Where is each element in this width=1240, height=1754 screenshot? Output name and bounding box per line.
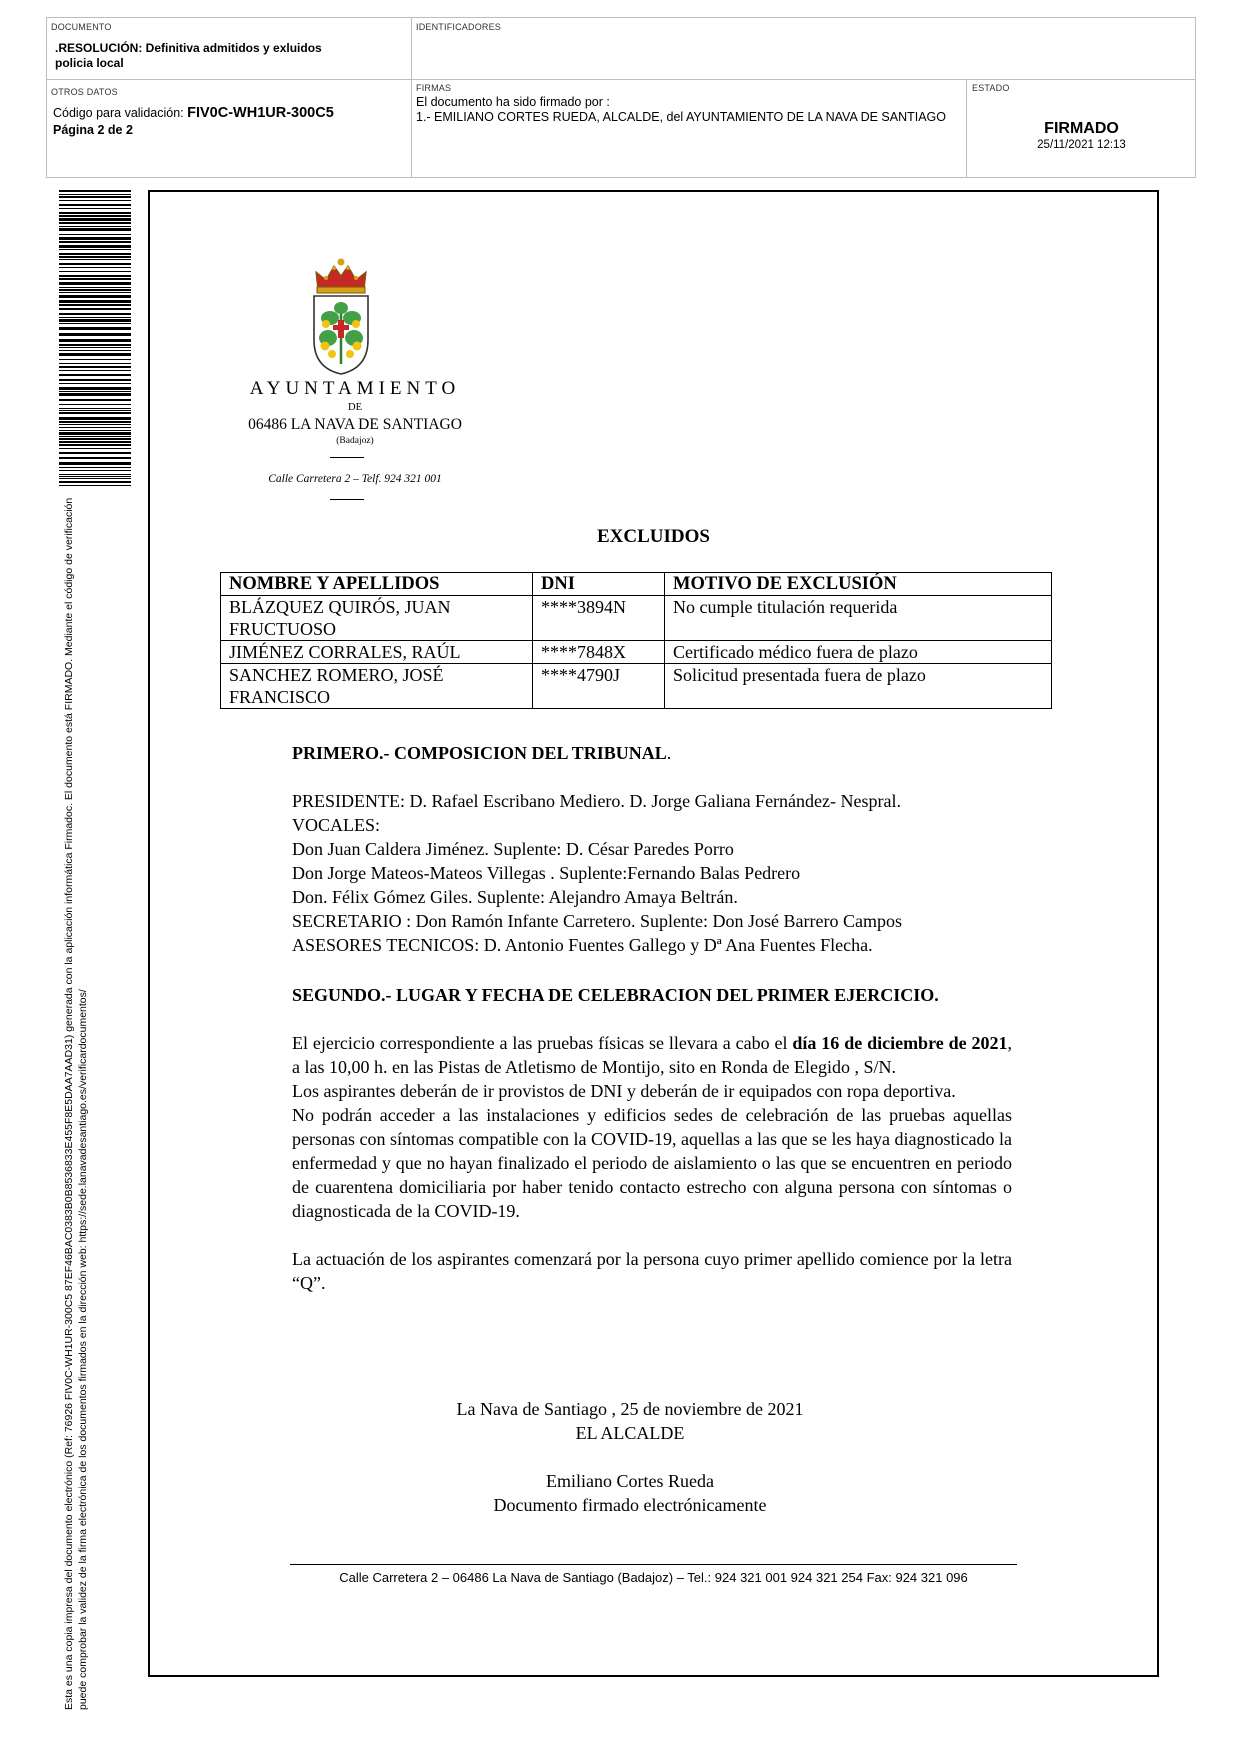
side-text-line2: puede comprobar la validez de la firma electrónica de los documentos firmados en la dirección web: https://sede.lanavadesantiago.es/verificardocumentos/: [77, 989, 89, 1710]
motivo-cell: No cumple titulación requerida: [665, 596, 1052, 641]
dni-cell: ****4790J: [533, 664, 665, 709]
name-line: FRANCISCO: [229, 687, 331, 707]
coat-of-arms-icon: [308, 254, 374, 376]
p1-text: El ejercicio correspondiente a las pruebas físicas se llevara a cabo el: [292, 1033, 793, 1053]
letterhead-rule-2: [330, 499, 364, 500]
name-line: FRUCTUOSO: [229, 619, 337, 639]
segundo-paragraph-1: [292, 1031, 1012, 1079]
verification-side-text: [62, 485, 90, 1710]
footer-rule: [290, 1564, 1017, 1565]
segundo-paragraph-4: La actuación de los aspirantes comenzará por la persona cuyo primer apellido comience por la letra “Q”.: [292, 1249, 1012, 1293]
name-cell: [221, 664, 533, 709]
tribunal-line: ASESORES TECNICOS: D. Antonio Fuentes Gallego y Dª Ana Fuentes Flecha.: [292, 935, 873, 955]
otros-caption: OTROS DATOS: [51, 87, 118, 97]
signature-place-date: La Nava de Santiago , 25 de noviembre de 2021: [456, 1399, 804, 1419]
name-line: SANCHEZ ROMERO, JOSÉ: [229, 665, 444, 685]
p1-text-end: , a las 10,00 h. en las Pistas de Atletismo de Montijo, sito en Ronda de Elegido , S/N.: [292, 1033, 1012, 1077]
letterhead-province: (Badajoz): [336, 436, 374, 446]
tribunal-line: Don. Félix Gómez Giles. Suplente: Alejandro Amaya Beltrán.: [292, 887, 738, 907]
document-header: [46, 17, 1196, 178]
column-header: MOTIVO DE EXCLUSIÓN: [665, 573, 1052, 596]
documento-line1: .RESOLUCIÓN: Definitiva admitidos y exluidos: [55, 41, 322, 55]
table-row: [221, 641, 1052, 664]
estado-caption: ESTADO: [972, 83, 1010, 93]
table-row: [221, 596, 1052, 641]
tribunal-line: VOCALES:: [292, 815, 381, 835]
table-header-row: [221, 573, 1052, 596]
name-cell: [221, 596, 533, 641]
codigo-value: FIV0C-WH1UR-300C5: [187, 105, 334, 121]
letterhead-de: DE: [348, 402, 362, 413]
signature-note: Documento firmado electrónicamente: [493, 1495, 767, 1515]
identificadores-caption: IDENTIFICADORES: [416, 22, 502, 32]
barcode: [59, 190, 131, 486]
motivo-cell: Certificado médico fuera de plazo: [665, 641, 1052, 664]
estado-cell: [967, 80, 1196, 178]
tribunal-line: SECRETARIO : Don Ramón Infante Carretero. Suplente: Don José Barrero Campos: [292, 911, 902, 931]
dni-cell: ****7848X: [533, 641, 665, 664]
name-line: JIMÉNEZ CORRALES, RAÚL: [229, 642, 461, 662]
footer-address: Calle Carretera 2 – 06486 La Nava de Santiago (Badajoz) – Tel.: 924 321 001 924 321 254 Fax: 924 321 096: [339, 1570, 968, 1585]
segundo-paragraph-2: Los aspirantes deberán de ir provistos de DNI y deberán de ir equipados con ropa deportiva.: [292, 1081, 956, 1101]
firmas-line1: El documento ha sido firmado por :: [416, 95, 610, 109]
documento-cell: [47, 18, 412, 80]
primero-heading: PRIMERO.- COMPOSICION DEL TRIBUNAL: [292, 743, 667, 763]
estado-value: FIRMADO: [1044, 120, 1119, 137]
p1-date: día 16 de diciembre de 2021: [792, 1033, 1008, 1053]
otros-datos-cell: [47, 80, 412, 178]
letterhead-town: 06486 LA NAVA DE SANTIAGO: [248, 416, 462, 433]
tribunal-line: Don Jorge Mateos-Mateos Villegas . Suplente:Fernando Balas Pedrero: [292, 863, 801, 883]
name-cell: [221, 641, 533, 664]
codigo-label: Código para validación:: [53, 106, 184, 120]
motivo-cell: Solicitud presentada fuera de plazo: [665, 664, 1052, 709]
documento-line2: policia local: [55, 56, 124, 70]
estado-date: 25/11/2021 12:13: [1037, 139, 1126, 151]
identificadores-cell: [412, 18, 1196, 80]
documento-caption: DOCUMENTO: [51, 22, 112, 32]
firmas-cell: [412, 80, 967, 178]
name-line: BLÁZQUEZ QUIRÓS, JUAN: [229, 597, 451, 617]
table-row: [221, 664, 1052, 709]
primero-section: PRIMERO.- COMPOSICION DEL TRIBUNAL. PRESIDENTE: D. Rafael Escribano Mediero. D. Jorge Galiana Fernández- Nespral. VOCALES: Don Juan Caldera Jiménez. Suplente: D. César Paredes Porro Don Jorge Mateos-Mateos Villegas . Suplente:Fernando Balas Pedrero Don. Félix Gómez Giles. Suplente: Alejandro Amaya Beltrán. SECRETARIO : Don Ramón Infante Carretero. Suplente: Don José Barrero Campos ASESORES TECNICOS: D. Antonio Fuentes Gallego y Dª Ana Fuentes Flecha.: [292, 741, 1012, 957]
firmas-caption: FIRMAS: [416, 83, 452, 93]
side-text-line1: Esta es una copia impresa del documento electrónico (Ref: 76926 FIV0C-WH1UR-300C5 87EF46BAC0383B0B8536833E455F8E5DAA7AAD31) generada con la aplicación informática Firmadoc. El documento está FIRMADO. Mediante el código de verificación: [63, 497, 75, 1710]
column-header: NOMBRE Y APELLIDOS: [221, 573, 533, 596]
pagina: Página 2 de 2: [53, 123, 133, 137]
segundo-paragraph-3: No podrán acceder a las instalaciones y edificios sedes de celebración de las pruebas aquellas personas con síntomas compatible con la COVID-19, aquellas a las que se les haya diagnosticado la enfermedad y que no hayan finalizado el periodo de aislamiento o las que se encuentren en periodo de cuarentena domiciliaria por haber tenido contacto estrecho con alguna persona con síntomas o diagnosticada de la COVID-19.: [292, 1105, 1012, 1221]
tribunal-line: PRESIDENTE: D. Rafael Escribano Mediero. D. Jorge Galiana Fernández- Nespral.: [292, 791, 901, 811]
section-title: EXCLUIDOS: [597, 526, 710, 547]
letterhead-address: Calle Carretera 2 – Telf. 924 321 001: [268, 473, 442, 485]
firmas-line2: 1.- EMILIANO CORTES RUEDA, ALCALDE, del AYUNTAMIENTO DE LA NAVA DE SANTIAGO: [416, 110, 947, 124]
letterhead-rule: [330, 457, 364, 458]
segundo-heading: SEGUNDO.- LUGAR Y FECHA DE CELEBRACION DEL PRIMER EJERCICIO.: [292, 985, 939, 1005]
dni-cell: ****3894N: [533, 596, 665, 641]
segundo-section: [292, 983, 1012, 1295]
signature-role: EL ALCALDE: [575, 1423, 685, 1443]
signature-name: Emiliano Cortes Rueda: [546, 1471, 714, 1491]
exclusion-table: [220, 572, 1052, 709]
letterhead-name: AYUNTAMIENTO: [249, 378, 461, 399]
column-header: DNI: [533, 573, 665, 596]
tribunal-line: Don Juan Caldera Jiménez. Suplente: D. César Paredes Porro: [292, 839, 734, 859]
